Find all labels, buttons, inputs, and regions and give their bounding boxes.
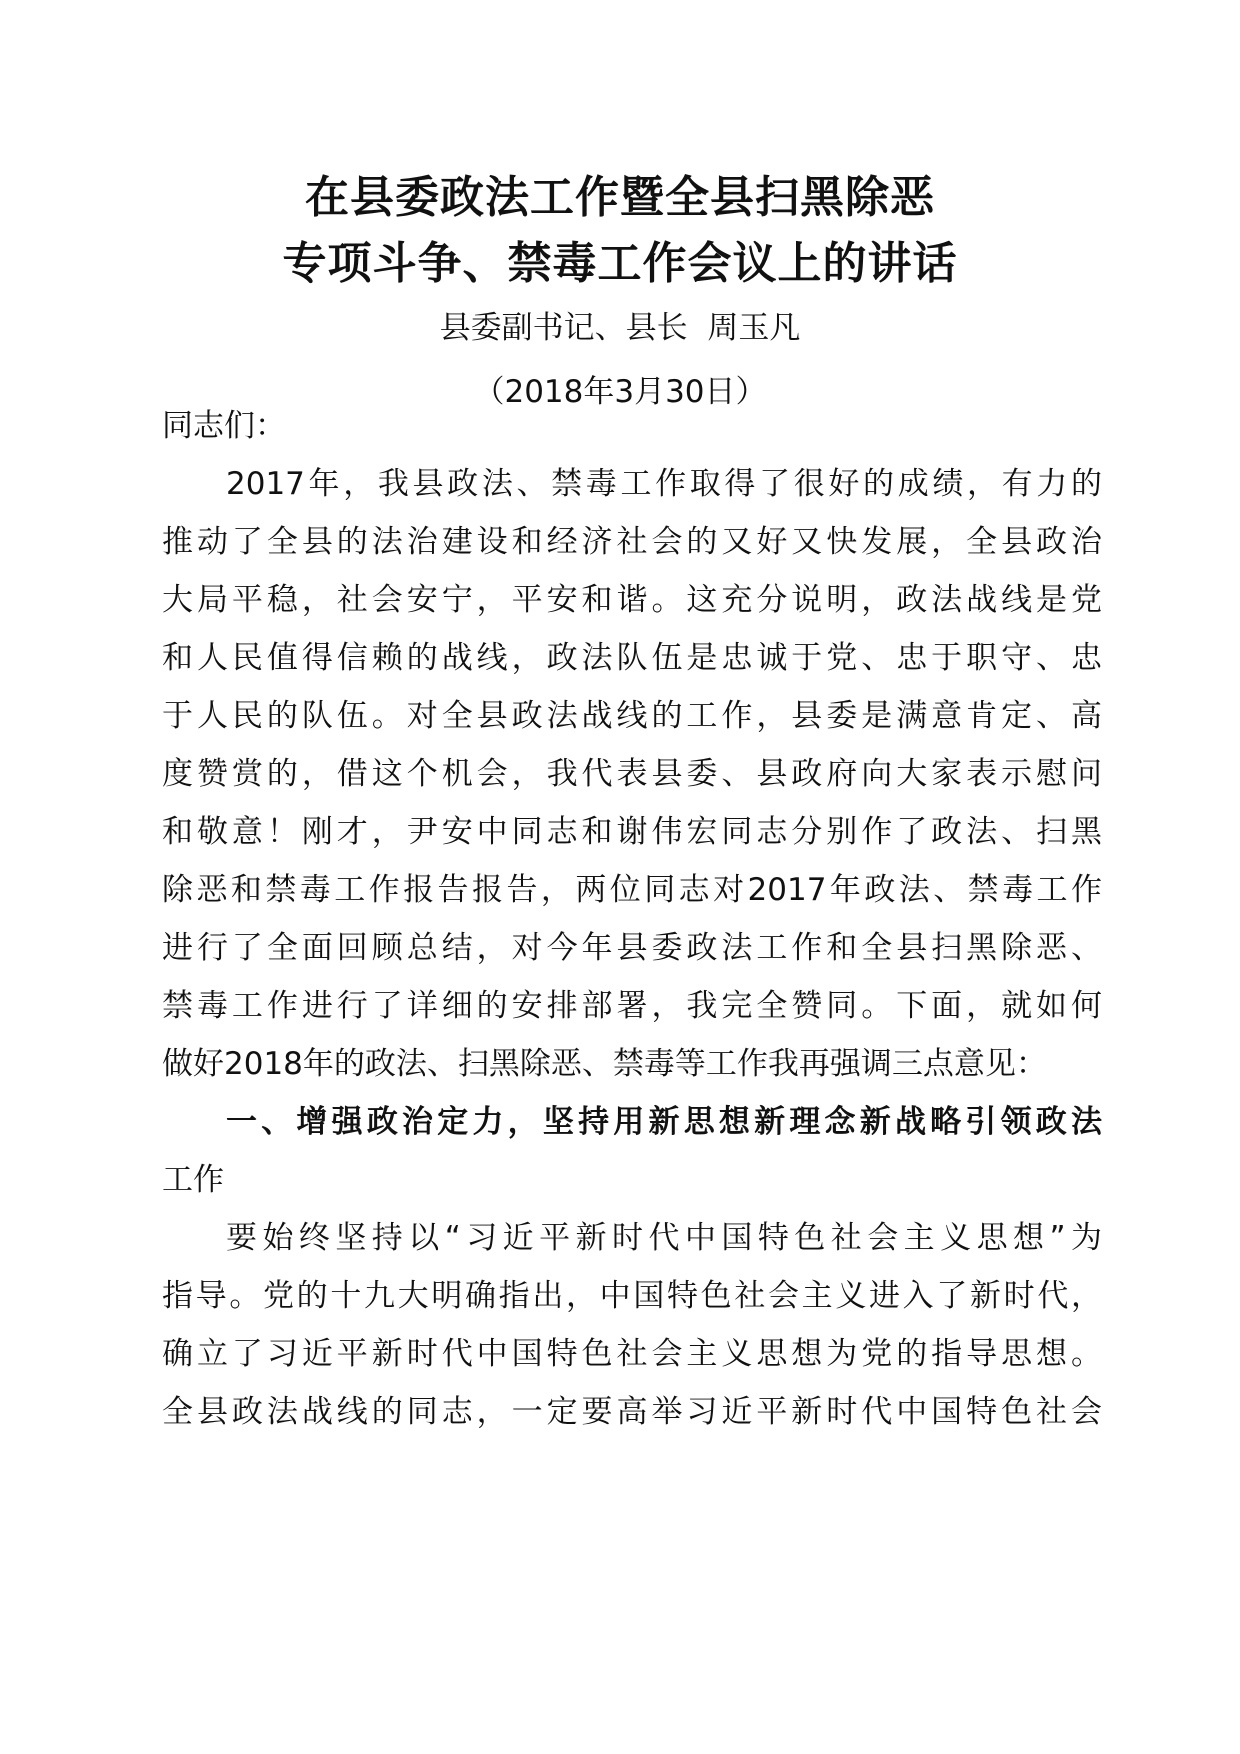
paragraph-line: 全县政法战线的同志，一定要高举习近平新时代中国特色社会: [162, 1394, 1102, 1430]
paragraph-line: 确立了习近平新时代中国特色社会主义思想为党的指导思想。: [162, 1336, 1102, 1372]
paragraph-line: 除恶和禁毒工作报告报告，两位同志对2017年政法、禁毒工作: [162, 872, 1102, 908]
paragraph-line: 进行了全面回顾总结，对今年县委政法工作和全县扫黑除恶、: [162, 930, 1102, 966]
date-line: （2018年3月30日）: [473, 374, 767, 410]
paragraph-line: 禁毒工作进行了详细的安排部署，我完全赞同。下面，就如何: [162, 988, 1102, 1024]
salutation: 同志们：: [162, 408, 286, 444]
title-line-1: 在县委政法工作暨全县扫黑除恶: [305, 172, 935, 223]
paragraph-line: 要始终坚持以“习近平新时代中国特色社会主义思想”为: [226, 1220, 1102, 1256]
section-heading-line: 一、增强政治定力，坚持用新思想新理念新战略引领政法: [226, 1104, 1102, 1140]
paragraph-line: 指导。党的十九大明确指出，中国特色社会主义进入了新时代，: [162, 1278, 1102, 1314]
paragraph-line: 2017年，我县政法、禁毒工作取得了很好的成绩，有力的: [226, 466, 1102, 502]
title-line-2: 专项斗争、禁毒工作会议上的讲话: [282, 238, 958, 289]
section-heading-line: 工作: [162, 1162, 224, 1198]
paragraph-line: 于人民的队伍。对全县政法战线的工作，县委是满意肯定、高: [162, 698, 1102, 734]
paragraph-line: 大局平稳，社会安宁，平安和谐。这充分说明，政法战线是党: [162, 582, 1102, 618]
paragraph-line: 度赞赏的，借这个机会，我代表县委、县政府向大家表示慰问: [162, 756, 1102, 792]
author-line: 县委副书记、县长 周玉凡: [439, 310, 801, 346]
paragraph-line: 做好2018年的政法、扫黑除恶、禁毒等工作我再强调三点意见：: [162, 1046, 1047, 1082]
paragraph-line: 和人民值得信赖的战线，政法队伍是忠诚于党、忠于职守、忠: [162, 640, 1102, 676]
paragraph-line: 推动了全县的法治建设和经济社会的又好又快发展，全县政治: [162, 524, 1102, 560]
paragraph-line: 和敬意！刚才，尹安中同志和谢伟宏同志分别作了政法、扫黑: [162, 814, 1102, 850]
